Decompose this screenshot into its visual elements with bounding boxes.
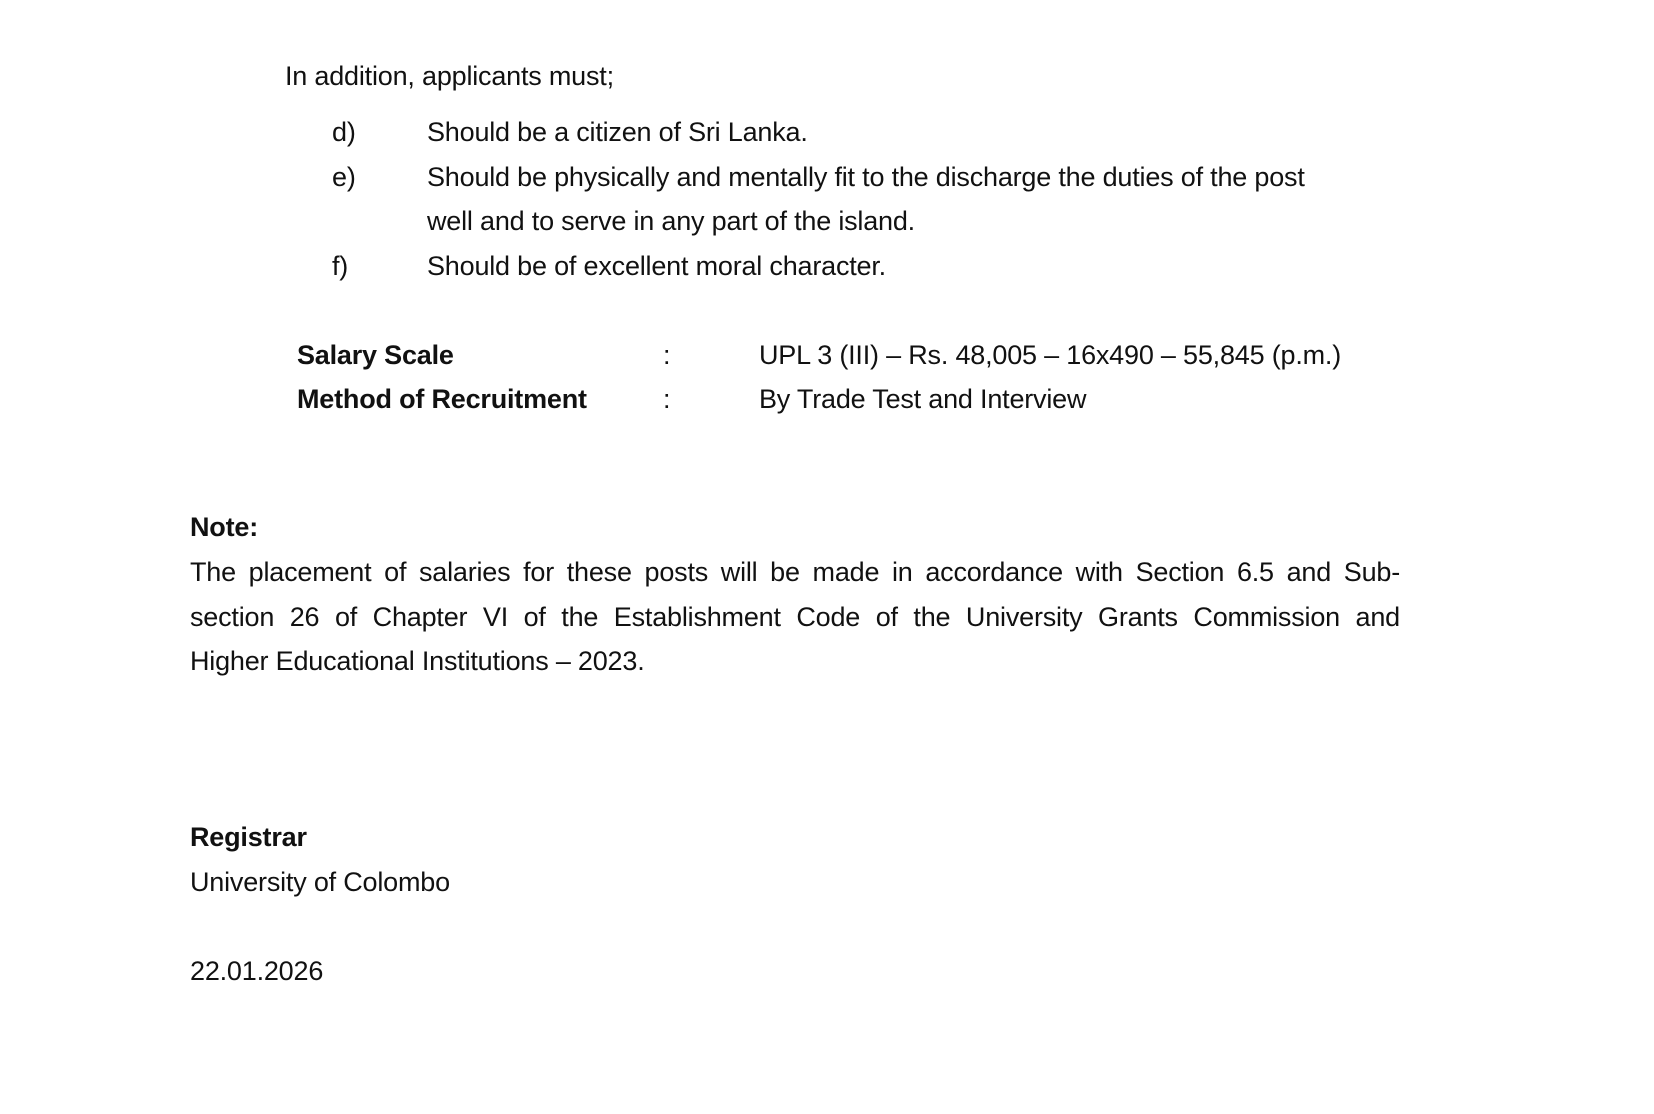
requirement-text: Should be a citizen of Sri Lanka.: [427, 117, 808, 147]
detail-value: UPL 3 (III) – Rs. 48,005 – 16x490 – 55,845 (p.m.): [759, 340, 1342, 370]
note-line: The placement of salaries for these posts will be made in accordance with Section 6.5 and Sub-: [190, 557, 1400, 587]
detail-label: Method of Recruitment: [297, 384, 587, 414]
requirement-text-continued: well and to serve in any part of the island.: [427, 206, 915, 236]
detail-separator: :: [663, 340, 671, 370]
requirement-marker: d): [332, 117, 356, 147]
requirement-text: Should be physically and mentally fit to the discharge the duties of the post: [427, 162, 1305, 192]
note-paragraph: [190, 550, 1400, 684]
signatory-organization: University of Colombo: [190, 867, 450, 897]
document-date: 22.01.2026: [190, 956, 324, 986]
requirement-marker: e): [332, 162, 356, 192]
detail-label: Salary Scale: [297, 340, 454, 370]
intro-text: In addition, applicants must;: [285, 61, 614, 91]
requirement-text: Should be of excellent moral character.: [427, 251, 886, 281]
note-heading: Note:: [190, 512, 258, 542]
detail-separator: :: [663, 384, 671, 414]
note-line: Higher Educational Institutions – 2023.: [190, 646, 645, 676]
signatory-title: Registrar: [190, 822, 307, 852]
note-line: section 26 of Chapter VI of the Establishment Code of the University Grants Commission and: [190, 601, 1400, 632]
detail-value: By Trade Test and Interview: [759, 384, 1087, 414]
requirement-marker: f): [332, 251, 349, 281]
